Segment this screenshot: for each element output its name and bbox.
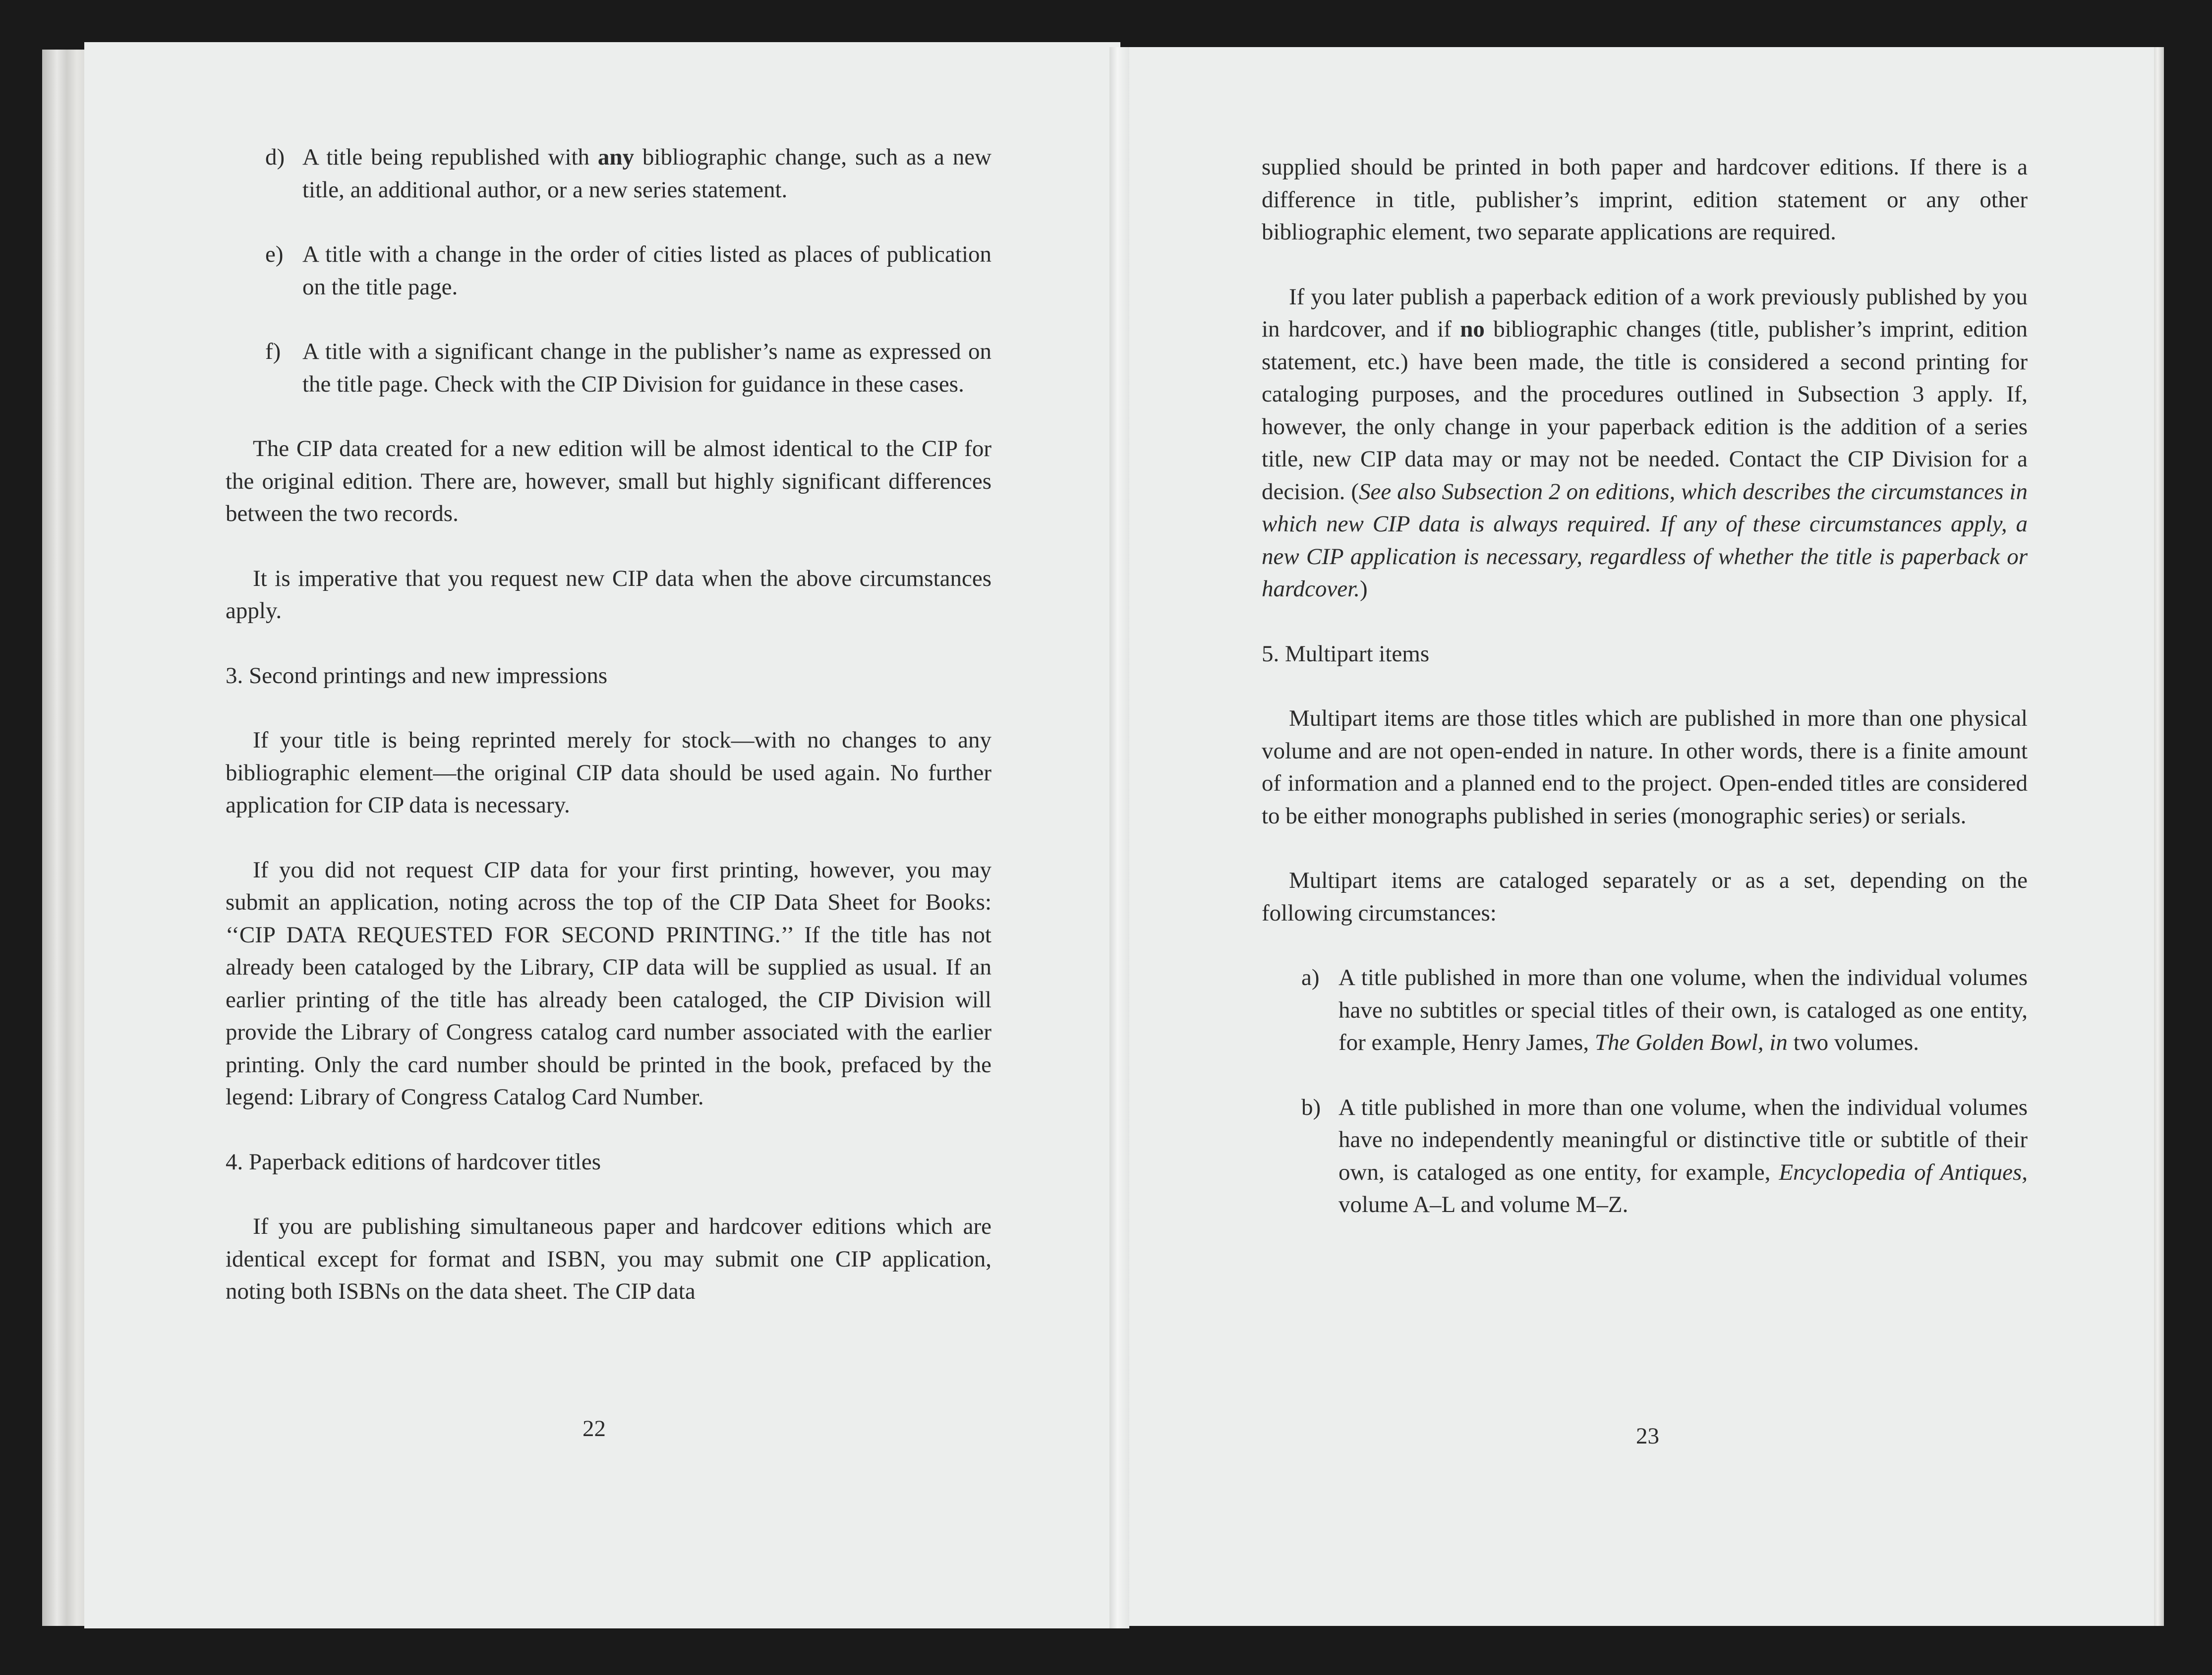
paragraph: Multipart items are cataloged separately or as a set, depending on the following circumstances: — [1262, 867, 2028, 926]
section-heading-4: 4. Paperback editions of hardcover titles — [226, 1149, 601, 1175]
book-gutter — [1109, 47, 1129, 1628]
list-item-a: a) A title published in more than one volume, when the individual volumes have no subtitles or special titles of their own, is cataloged as one entity, for example, Henry James, The Golden Bowl, in two volumes. — [1262, 962, 2028, 1059]
italic-title: The Golden Bowl, in — [1594, 1030, 1788, 1055]
paragraph: If you did not request CIP data for your first printing, however, you may submit an application, noting across the top of the CIP Data Sheet for Books: ‘‘CIP DATA REQUESTED FOR SECOND PRINTING.’’ If the title has not already been cataloged by the Library, CIP data will be supplied as usual. If an earlier printing of the title has already been cataloged, the CIP Division will provide the Library of Congress catalog card number associated with the earlier printing. Only the card number should be printed in the book, prefaced by the legend: Library of Congress Catalog Card Number. — [226, 857, 991, 1110]
paragraph: If you are publishing simultaneous paper and hardcover editions which are identical except for format and ISBN, you may submit one CIP application, noting both ISBNs on the data sheet. The CIP data — [226, 1213, 991, 1304]
paragraph: supplied should be printed in both paper and hardcover editions. If there is a difference in title, publisher’s imprint, edition statement or any other bibliographic element, two separate applications are required. — [1262, 154, 2028, 245]
left-page-text — [226, 141, 991, 1308]
section-heading-3: 3. Second printings and new impressions — [226, 662, 608, 689]
list-item-f: f) A title with a significant change in the publisher’s name as expressed on the title page. Check with the CIP Division for guidance in these cases. — [226, 336, 991, 401]
bold-word: no — [1460, 316, 1485, 342]
list-item-d: d) A title being republished with any bibliographic change, such as a new title, an additional author, or a new series statement. — [226, 141, 991, 206]
list-marker: f) — [265, 339, 281, 364]
bold-word: any — [597, 144, 635, 170]
paragraph: The CIP data created for a new edition will be almost identical to the CIP for the original edition. There are, however, small but highly significant differences between the two records. — [226, 436, 991, 526]
right-page-text — [1262, 151, 2028, 1221]
page-number-right: 23 — [1636, 1423, 1659, 1449]
paragraph: Multipart items are those titles which are published in more than one physical volume and are not open-ended in nature. In other words, there is a finite amount of information and a planned end to the project. Open-ended titles are considered to be either monographs published in series (monographic series) or serials. — [1262, 705, 2028, 829]
italic-note: See also Subsection 2 on editions, which describes the circumstances in which new CIP data is always required. If any of these circumstances apply, a new CIP application is necessary, regardless of whether the title is paperback or hardcover. — [1262, 478, 2028, 602]
list-item-e: e) A title with a change in the order of cities listed as places of publication on the title page. — [226, 238, 991, 303]
paragraph: It is imperative that you request new CIP data when the above circumstances apply. — [226, 565, 991, 624]
list-marker: a) — [1301, 965, 1320, 990]
section-heading-5: 5. Multipart items — [1262, 640, 1430, 667]
italic-title: Encyclopedia of Antiques, — [1779, 1159, 2028, 1185]
list-item-b: b) A title published in more than one volume, when the individual volumes have no independently meaningful or distinctive title or subtitle of their own, is cataloged as one entity, for example, Encyclopedia of Antiques, volume A–L and volume M–Z. — [1262, 1092, 2028, 1221]
paragraph: If your title is being reprinted merely for stock—with no changes to any bibliographic element—the original CIP data should be used again. No further application for CIP data is necessary. — [226, 727, 991, 818]
list-marker: e) — [265, 241, 284, 267]
list-marker: b) — [1301, 1094, 1321, 1120]
page-number-left: 22 — [582, 1416, 606, 1442]
paragraph: If you later publish a paperback edition of a work previously published by you in hardcover, and if no bibliographic changes (title, publisher’s imprint, edition statement, etc.) have been made, the title is considered a second printing for cataloging purposes, and the procedures outlined in Subsection 3 apply. If, however, the only change in your paperback edition is the addition of a series title, new CIP data may or may not be needed. Contact the CIP Division for a decision. (See also Subsection 2 on editions, which describes the circumstances in which new CIP data is always required. If any of these circumstances apply, a new CIP application is necessary, regardless of whether the title is paperback or hardcover.) — [1262, 284, 2028, 602]
list-marker: d) — [265, 144, 285, 170]
